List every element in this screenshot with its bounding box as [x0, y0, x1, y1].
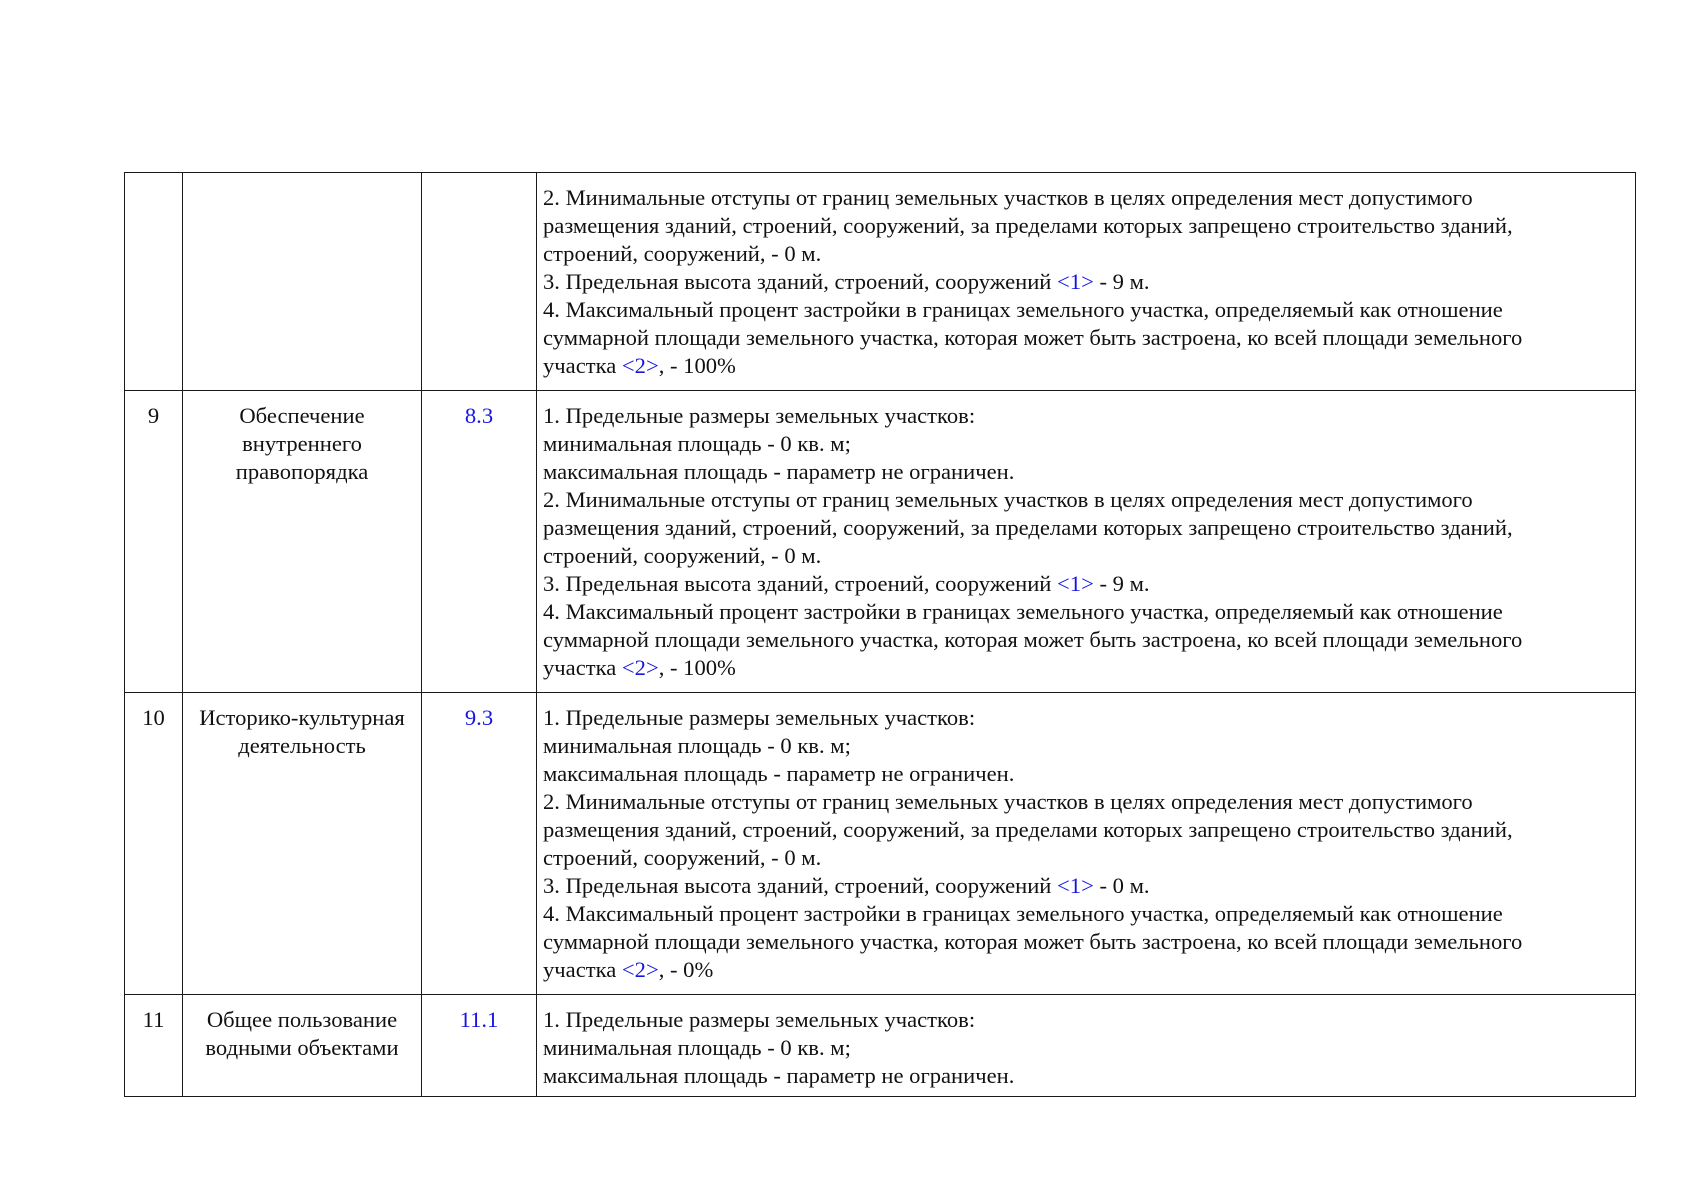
row-number-cell [125, 995, 183, 1097]
parameter-text: - 0 м. [1093, 873, 1150, 898]
parameter-text: 2. Минимальные отступы от границ земельных участков в целях определения мест допустимого [543, 789, 1473, 814]
parameter-text: размещения зданий, строений, сооружений, за пределами которых запрещено строительство зданий, [543, 213, 1513, 238]
use-type-name-line: правопорядка [235, 459, 369, 484]
classifier-code-link[interactable]: 11.1 [459, 1007, 499, 1032]
parameter-text: , - 0% [658, 957, 714, 982]
parameter-text: размещения зданий, строений, сооружений, за пределами которых запрещено строительство зданий, [543, 515, 1513, 540]
parameters-cell [537, 995, 1636, 1097]
row-number-cell [125, 391, 183, 693]
parameter-line [543, 402, 1629, 430]
parameter-line [543, 626, 1629, 654]
parameter-text: суммарной площади земельного участка, которая может быть застроена, ко всей площади земельного [543, 627, 1523, 652]
parameter-text: 1. Предельные размеры земельных участков: [543, 403, 976, 428]
row-number-cell [125, 173, 183, 391]
parameter-line [543, 324, 1629, 352]
footnote-link[interactable]: <2> [621, 353, 659, 378]
parameter-text: минимальная площадь - 0 кв. м; [543, 431, 851, 456]
row-number-cell [125, 693, 183, 995]
parameter-line [543, 732, 1629, 760]
table-row [125, 173, 1636, 391]
parameters-cell [537, 391, 1636, 693]
parameter-text: 2. Минимальные отступы от границ земельных участков в целях определения мест допустимого [543, 185, 1473, 210]
parameter-line [543, 816, 1629, 844]
parameters-cell [537, 173, 1636, 391]
parameters-cell [537, 693, 1636, 995]
parameter-line [543, 240, 1629, 268]
parameter-line [543, 514, 1629, 542]
footnote-link[interactable]: <1> [1057, 571, 1094, 596]
parameter-text: 1. Предельные размеры земельных участков: [543, 705, 976, 730]
parameter-line [543, 654, 1629, 682]
parameter-text: строений, сооружений, - 0 м. [543, 543, 822, 568]
parameter-text: , - 100% [658, 353, 736, 378]
parameter-line [543, 1062, 1629, 1090]
row-number: 9 [147, 403, 160, 428]
parameter-text: - 9 м. [1093, 269, 1150, 294]
parameter-text: 1. Предельные размеры земельных участков: [543, 1007, 976, 1032]
parameter-text: строений, сооружений, - 0 м. [543, 241, 822, 266]
classifier-code-cell [422, 995, 537, 1097]
use-type-name-cell [183, 173, 422, 391]
parameter-text: 4. Максимальный процент застройки в границах земельного участка, определяемый как отношение [543, 901, 1503, 926]
parameter-line [543, 184, 1629, 212]
parameter-line [543, 542, 1629, 570]
parameter-text: максимальная площадь - параметр не ограничен. [543, 761, 1015, 786]
parameter-line [543, 430, 1629, 458]
parameter-text: минимальная площадь - 0 кв. м; [543, 733, 851, 758]
parameter-text: размещения зданий, строений, сооружений, за пределами которых запрещено строительство зданий, [543, 817, 1513, 842]
parameter-text: 2. Минимальные отступы от границ земельных участков в целях определения мест допустимого [543, 487, 1473, 512]
table-row [125, 995, 1636, 1097]
parameter-line [543, 872, 1629, 900]
use-type-name-line: Общее пользование [206, 1007, 398, 1032]
parameter-line [543, 760, 1629, 788]
use-type-name-cell [183, 995, 422, 1097]
parameter-line [543, 1034, 1629, 1062]
parameter-text: максимальная площадь - параметр не ограничен. [543, 459, 1015, 484]
use-type-name-cell [183, 693, 422, 995]
parameter-text: строений, сооружений, - 0 м. [543, 845, 822, 870]
use-type-name-cell [183, 391, 422, 693]
parameter-text: минимальная площадь - 0 кв. м; [543, 1035, 851, 1060]
parameter-line [543, 928, 1629, 956]
parameter-line [543, 598, 1629, 626]
parameter-line [543, 212, 1629, 240]
classifier-code-cell [422, 391, 537, 693]
parameter-line [543, 788, 1629, 816]
use-type-name-line: внутреннего [242, 431, 362, 456]
classifier-code-cell [422, 693, 537, 995]
parameter-line [543, 900, 1629, 928]
parameter-line [543, 956, 1629, 984]
table-row [125, 693, 1636, 995]
land-use-regulations-table [124, 172, 1636, 1097]
parameter-line [543, 570, 1629, 598]
parameter-text: 4. Максимальный процент застройки в границах земельного участка, определяемый как отношение [543, 297, 1503, 322]
use-type-name-line: водными объектами [205, 1035, 399, 1060]
parameter-text: - 9 м. [1093, 571, 1150, 596]
parameter-text: 3. Предельная высота зданий, строений, сооружений [543, 571, 1058, 596]
footnote-link[interactable]: <1> [1057, 873, 1094, 898]
parameter-line [543, 352, 1629, 380]
parameter-text: 3. Предельная высота зданий, строений, сооружений [543, 873, 1058, 898]
footnote-link[interactable]: <2> [621, 957, 659, 982]
parameter-text: суммарной площади земельного участка, которая может быть застроена, ко всей площади земельного [543, 325, 1523, 350]
parameter-line [543, 1006, 1629, 1034]
parameter-text: участка [543, 957, 622, 982]
parameter-line [543, 268, 1629, 296]
parameter-text: 3. Предельная высота зданий, строений, сооружений [543, 269, 1058, 294]
parameter-line [543, 844, 1629, 872]
parameter-text: максимальная площадь - параметр не ограничен. [543, 1063, 1015, 1088]
classifier-code-cell [422, 173, 537, 391]
parameter-line [543, 458, 1629, 486]
footnote-link[interactable]: <2> [621, 655, 659, 680]
parameter-text: участка [543, 353, 622, 378]
row-number: 11 [142, 1007, 165, 1032]
parameter-text: 4. Максимальный процент застройки в границах земельного участка, определяемый как отношение [543, 599, 1503, 624]
parameter-text: , - 100% [658, 655, 736, 680]
parameter-text: суммарной площади земельного участка, которая может быть застроена, ко всей площади земельного [543, 929, 1523, 954]
use-type-name-line: Историко-культурная [199, 705, 405, 730]
classifier-code-link[interactable]: 9.3 [464, 705, 494, 730]
parameter-text: участка [543, 655, 622, 680]
use-type-name-line: Обеспечение [239, 403, 365, 428]
classifier-code-link[interactable]: 8.3 [464, 403, 494, 428]
row-number: 10 [142, 705, 165, 730]
use-type-name-line: деятельность [238, 733, 366, 758]
table-row [125, 391, 1636, 693]
parameter-line [543, 296, 1629, 324]
parameter-line [543, 704, 1629, 732]
footnote-link[interactable]: <1> [1057, 269, 1094, 294]
parameter-line [543, 486, 1629, 514]
